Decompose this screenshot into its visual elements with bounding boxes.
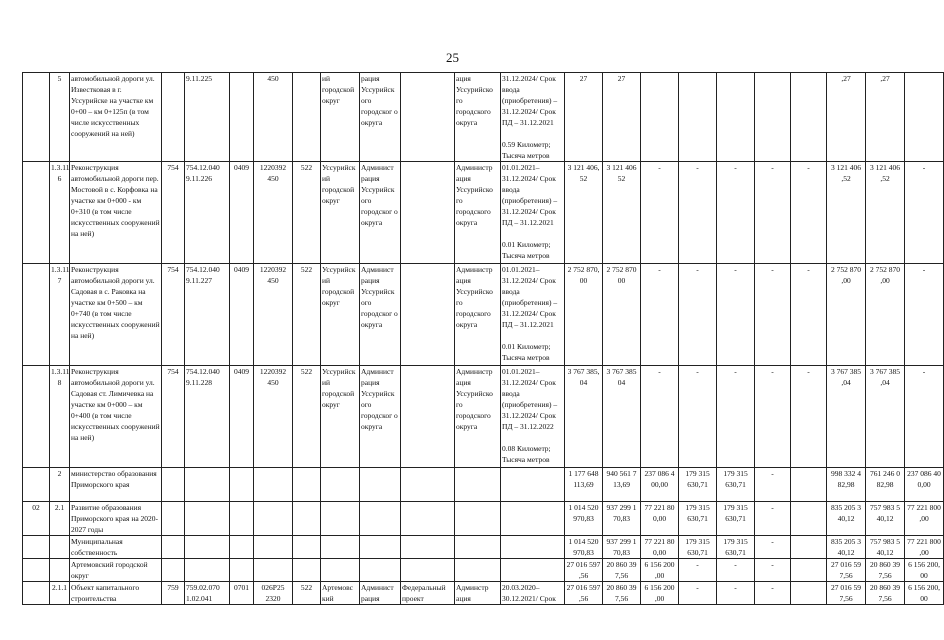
table-cell [185,468,230,502]
table-cell [293,73,321,162]
table-cell: - [717,264,755,366]
table-row [23,73,944,162]
table-cell: 835 205 3 40,12 [827,536,866,559]
table-cell: - [679,582,717,605]
table-cell: - [905,162,944,264]
table-cell: Развитие образования Приморского края на 2020-2027 годы [70,502,162,536]
table-cell: 01.01.2021– 31.12.2024/ Срок ввода (приобретения) – 31.12.2024/ Срок ПД – 31.12.2022 0.08 Километр; Тысяча метров [501,366,565,468]
table-cell [791,468,827,502]
table-cell [791,536,827,559]
table-cell: 0701 [230,582,254,605]
table-cell [162,536,185,559]
table-cell: 3 767 385 ,04 [827,366,866,468]
table-cell: - [717,366,755,468]
table-cell: - [679,264,717,366]
table-cell: ,27 [866,73,905,162]
table-cell [23,162,50,264]
table-cell [401,536,455,559]
table-cell [254,536,293,559]
table-cell [717,73,755,162]
table-cell: - [791,162,827,264]
table-cell: 450 [254,73,293,162]
table-cell: - [679,559,717,582]
table-cell: Администр ация Уссурийско го городского округа [455,264,501,366]
table-cell: - [755,502,791,536]
table-cell: 3 121 406 ,52 [827,162,866,264]
table-cell: - [717,162,755,264]
table-cell: Муниципальная собственность [70,536,162,559]
table-cell: 761 246 0 82,98 [866,468,905,502]
table-cell: ,27 [827,73,866,162]
table-cell [293,468,321,502]
table-cell: 77 221 800 ,00 [905,502,944,536]
table-cell [23,559,50,582]
table-cell: 77 221 800 ,00 [905,536,944,559]
table-cell: 20 860 39 7,56 [603,559,641,582]
table-row [23,264,944,366]
table-cell: 27 [565,73,603,162]
table-cell [230,73,254,162]
table-cell: 6 156 200, 00 [905,559,944,582]
table-cell [23,536,50,559]
table-cell: 20 860 39 7,56 [866,559,905,582]
table-cell: 1.3.11 6 [50,162,70,264]
table-cell: 179 315 630,71 [717,502,755,536]
table-cell: 026P25 2320 [254,582,293,605]
table-row [23,162,944,264]
table-cell [23,73,50,162]
table-cell: 27 [603,73,641,162]
table-cell: - [791,366,827,468]
table-cell [401,264,455,366]
table-cell: - [755,559,791,582]
table-cell [254,502,293,536]
table-cell [401,502,455,536]
table-cell [230,536,254,559]
table-cell: 20 860 39 7,56 [866,582,905,605]
table-cell [455,536,501,559]
table-cell: Админист рация Уссурийск ого городског о округа [360,264,401,366]
table-cell: Уссурийск ий городской округ [321,162,360,264]
table-cell [321,559,360,582]
table-cell: 20.03.2020– 30.12.2021/ Срок [501,582,565,605]
table-cell: 754.12.040 9.11.227 [185,264,230,366]
table-cell [162,468,185,502]
table-cell: 522 [293,162,321,264]
table-cell: Артемовский городской округ [70,559,162,582]
table-cell [791,582,827,605]
table-cell: 179 315 630,71 [679,502,717,536]
table-cell: Реконструкция автомобильной дороги ул. Садовая в с. Раковка на участке км 0+500 – км 0+740 (в том числе искусственных сооружений на ней) [70,264,162,366]
table-cell [791,73,827,162]
table-cell: Реконструкция автомобильной дороги пер. Мостовой в с. Корфовка на участке км 0+000 - км 0+310 (в том числе искусственных сооружений на ней) [70,162,162,264]
table-row [23,502,944,536]
table-cell: 20 860 39 7,56 [603,582,641,605]
table-cell [401,468,455,502]
table-cell [185,502,230,536]
table-cell: - [905,366,944,468]
table-cell [162,73,185,162]
table-cell [254,559,293,582]
table-cell [230,559,254,582]
table-cell [679,73,717,162]
table-cell [162,559,185,582]
table-cell [755,73,791,162]
table-cell [23,264,50,366]
table-cell: 2 752 870, 00 [565,264,603,366]
table-cell: 0409 [230,162,254,264]
table-cell [360,468,401,502]
table-cell [293,536,321,559]
table-cell [23,582,50,605]
table-cell: 3 121 406 52 [603,162,641,264]
table-cell: Админист рация [360,582,401,605]
table-cell: Федеральный проект [401,582,455,605]
table-cell [401,366,455,468]
table-cell: 754.12.040 9.11.226 [185,162,230,264]
table-cell: 179 315 630,71 [717,536,755,559]
table-cell: 237 086 4 00,00 [641,468,679,502]
table-cell: 6 156 200 ,00 [641,582,679,605]
table-cell: 6 156 200 ,00 [641,559,679,582]
table-cell: - [755,468,791,502]
table-cell: 27 016 59 7,56 [827,582,866,605]
table-cell [455,468,501,502]
table-cell: 179 315 630,71 [679,468,717,502]
table-cell [50,559,70,582]
table-cell: - [679,366,717,468]
table-cell: - [755,366,791,468]
table-row [23,536,944,559]
table-cell: 757 983 5 40,12 [866,502,905,536]
table-cell: ий городской округ [321,73,360,162]
table-cell: 01.01.2021– 31.12.2024/ Срок ввода (приобретения) – 31.12.2024/ Срок ПД – 31.12.2021 0.01 Километр; Тысяча метров [501,162,565,264]
table-cell: Администр ация Уссурийско го городского округа [455,366,501,468]
table-cell: 1.3.11 7 [50,264,70,366]
table-cell: Администр ация Уссурийско го городского округа [455,162,501,264]
table-cell: 27 016 59 7,56 [827,559,866,582]
table-cell [293,502,321,536]
table-cell: - [755,582,791,605]
table-cell [360,559,401,582]
table-cell [185,559,230,582]
table-cell: 77 221 80 0,00 [641,502,679,536]
table-cell [50,536,70,559]
table-cell: 5 [50,73,70,162]
table-cell: рация Уссурийск ого городског о округа [360,73,401,162]
table-cell: 2 752 870 ,00 [866,264,905,366]
table-cell: 522 [293,582,321,605]
table-cell: 3 767 385 04 [603,366,641,468]
table-cell: 1220392 450 [254,366,293,468]
table-cell: министерство образования Приморского края [70,468,162,502]
table-cell: 754.12.040 9.11.228 [185,366,230,468]
table-cell [455,502,501,536]
table-cell: Уссурийск ий городской округ [321,366,360,468]
table-cell [230,468,254,502]
table-cell [23,366,50,468]
table-cell: 179 315 630,71 [679,536,717,559]
table-cell: 9.11.225 [185,73,230,162]
table-cell: Админстр ация [455,582,501,605]
table-cell: 3 767 385, 04 [565,366,603,468]
table-cell: 0409 [230,366,254,468]
table-row [23,468,944,502]
table-cell: - [679,162,717,264]
table-cell: 937 299 1 70,83 [603,502,641,536]
table-cell: 237 086 40 0,00 [905,468,944,502]
table-cell [360,536,401,559]
table-cell: Уссурийск ий городской округ [321,264,360,366]
table-cell: 757 983 5 40,12 [866,536,905,559]
page-number: 25 [446,50,459,65]
table-cell: 1 014 520 970,83 [565,536,603,559]
table-cell: 522 [293,264,321,366]
table-cell: 6 156 200, 00 [905,582,944,605]
table-cell [501,559,565,582]
table-cell: 3 121 406 ,52 [866,162,905,264]
table-cell [455,559,501,582]
table-cell: 0409 [230,264,254,366]
table-cell [321,502,360,536]
table-cell: автомобильной дороги ул. Известковая в г. Уссурийске на участке км 0+00 – км 0+125п (в том числе искусственных сооружений на ней) [70,73,162,162]
table-cell: Реконструкция автомобильной дороги ул. Садовая ст. Лимичевка на участке км 0+000 – км 0+400 (в том числе искусственных сооружений на ней) [70,366,162,468]
table-cell: - [717,582,755,605]
table-cell [905,73,944,162]
table-cell: ация Уссурийско го городского округа [455,73,501,162]
table-cell [641,73,679,162]
table-cell: Объект капитального строительства [70,582,162,605]
table-cell: 31.12.2024/ Срок ввода (приобретения) – 31.12.2024/ Срок ПД – 31.12.2021 0.59 Километр; Тысяча метров [501,73,565,162]
table-cell: 77 221 80 0,00 [641,536,679,559]
table-cell [162,502,185,536]
table-cell: 937 299 1 70,83 [603,536,641,559]
table-row [23,582,944,605]
table-cell: 1.3.11 8 [50,366,70,468]
table-cell: - [905,264,944,366]
table-cell: 759.02.070 1.02.041 [185,582,230,605]
table-cell: Артемовс кий [321,582,360,605]
table-cell: 2 [50,468,70,502]
table-cell [791,559,827,582]
table-cell: 3 121 406, 52 [565,162,603,264]
table-cell: 2.1.1 [50,582,70,605]
table-cell: - [755,162,791,264]
table-cell: Админист рация Уссурийск ого городског о округа [360,162,401,264]
table-cell: 1220392 450 [254,264,293,366]
table-row [23,559,944,582]
table-cell: 2.1 [50,502,70,536]
table-cell: Админист рация Уссурийск ого городског о округа [360,366,401,468]
table-cell [501,468,565,502]
table-cell [360,502,401,536]
table-cell: - [641,264,679,366]
table-cell: - [717,559,755,582]
table-cell [401,73,455,162]
table-cell: 759 [162,582,185,605]
table-cell: 940 561 7 13,69 [603,468,641,502]
table-cell: - [641,162,679,264]
table-cell: - [791,264,827,366]
table-cell: 2 752 870 ,00 [827,264,866,366]
table-cell [791,502,827,536]
budget-table [22,72,944,605]
table-cell: 27 016 597 ,56 [565,559,603,582]
table-cell: - [755,536,791,559]
table-cell [321,536,360,559]
table-cell [321,468,360,502]
table-cell [501,536,565,559]
table-cell: - [755,264,791,366]
table-cell [401,559,455,582]
table-cell [501,502,565,536]
table-cell: 179 315 630,71 [717,468,755,502]
table-cell: - [641,366,679,468]
table-cell [230,502,254,536]
table-cell [254,468,293,502]
table-cell: 754 [162,162,185,264]
table-cell [185,536,230,559]
table-cell: 522 [293,366,321,468]
table-cell: 1220392 450 [254,162,293,264]
table-row [23,366,944,468]
table-cell [401,162,455,264]
table-cell: 998 332 4 82,98 [827,468,866,502]
table-cell: 1 177 648 113,69 [565,468,603,502]
table-cell: 754 [162,264,185,366]
table-cell: 3 767 385 ,04 [866,366,905,468]
table-cell [23,468,50,502]
table-cell: 1 014 520 970,83 [565,502,603,536]
table-cell: 835 205 3 40,12 [827,502,866,536]
table-cell: 27 016 597 ,56 [565,582,603,605]
table-cell: 01.01.2021– 31.12.2024/ Срок ввода (приобретения) – 31.12.2024/ Срок ПД – 31.12.2021 0.01 Километр; Тысяча метров [501,264,565,366]
table-cell: 02 [23,502,50,536]
table-cell: 2 752 870 00 [603,264,641,366]
table-cell [293,559,321,582]
table-cell: 754 [162,366,185,468]
